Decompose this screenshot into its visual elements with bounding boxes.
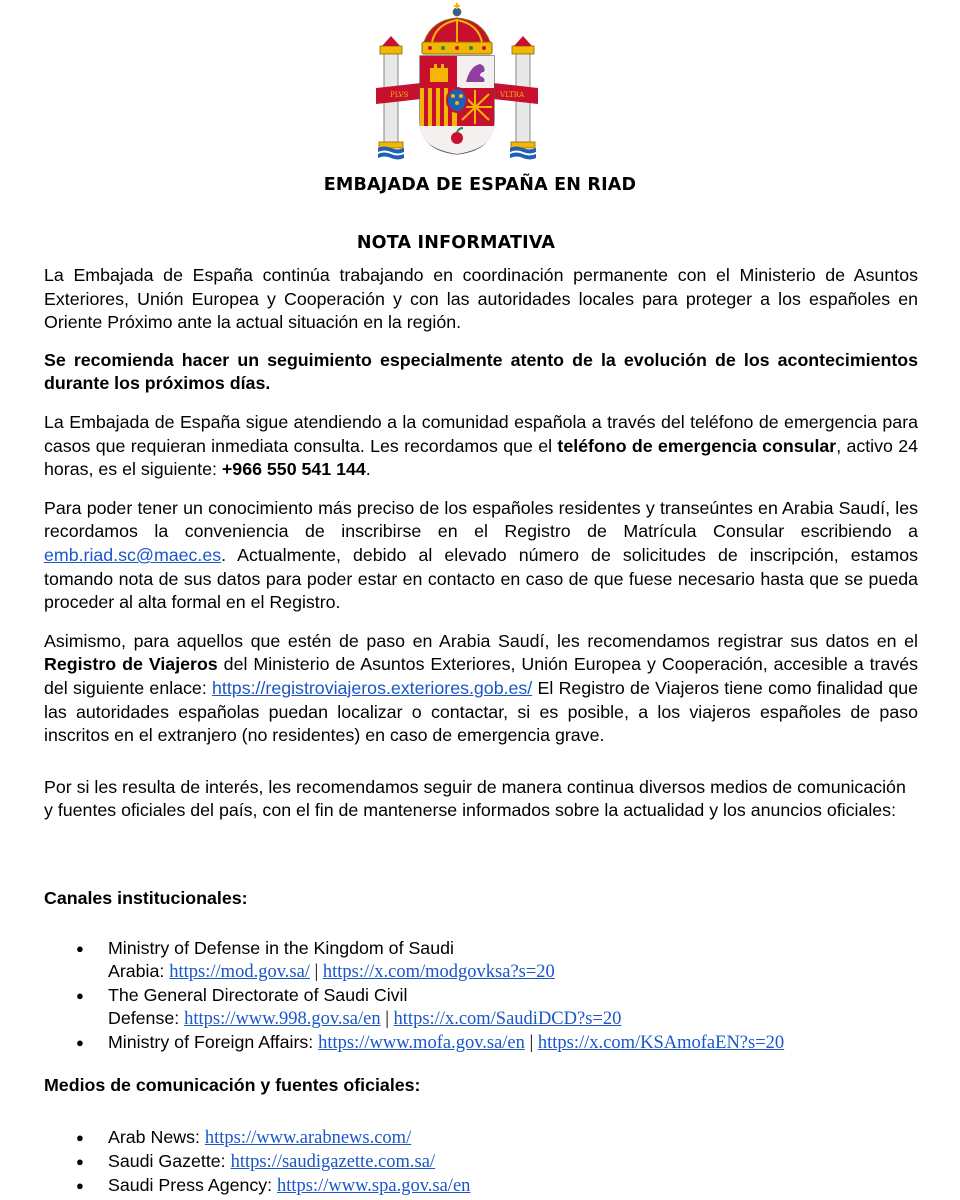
registry-text-2: . Actualmente, debido al elevado número de solicitudes de inscripción, estamos tomando nota de sus datos para poder estar en contacto en caso de que fuese necesario hasta que se pueda proceder al alta formal en el Registro. <box>44 544 918 613</box>
bullet-icon: ● <box>76 988 84 1003</box>
link-separator: | <box>380 1009 394 1029</box>
link-separator: | <box>309 962 323 982</box>
paragraph-consular-registry <box>44 497 918 615</box>
channel-label: Ministry of Foreign Affairs: <box>108 1032 319 1052</box>
paragraph-coordination: La Embajada de España continúa trabajando en coordinación permanente con el Ministerio de Asuntos Exteriores, Unión Europea y Cooperación y con las autoridades locales para proteger a los españoles en Oriente Próximo ante la actual situación en la región. <box>44 265 918 333</box>
bullet-icon: ● <box>76 1178 84 1193</box>
media-label: Saudi Gazette: <box>108 1151 231 1171</box>
emergency-text-2: , activo 24 horas, es el siguiente: <box>44 435 918 480</box>
bullet-icon: ● <box>76 1035 84 1050</box>
note-subtitle: NOTA INFORMATIVA <box>356 233 556 253</box>
note-body <box>44 264 918 823</box>
shield-icon <box>420 56 494 154</box>
paragraph-media-recommendation: Por si les resulta de interés, les recomendamos seguir de manera continua diversos medios de comunicación y fuentes oficiales del país, con el fin de mantenerse informados sobre la actualidad y los anuncios oficiales: <box>44 776 906 821</box>
list-item <box>76 1150 916 1174</box>
recommendation-text: Se recomienda hacer un seguimiento especialmente atento de la evolución de los acontecimientos durante los próximos días. <box>44 349 918 394</box>
media-sources-list <box>76 1126 916 1198</box>
emergency-text-3: . <box>365 459 371 480</box>
arab-news-link[interactable]: https://www.arabnews.com/ <box>204 1128 412 1148</box>
channel-name: Ministry of Defense in the Kingdom of Saudi <box>108 938 454 958</box>
civil-defense-website-link[interactable]: https://www.998.gov.sa/en <box>184 1009 381 1029</box>
crown-icon <box>422 3 492 54</box>
mod-x-link[interactable]: https://x.com/modgovksa?s=20 <box>322 962 555 982</box>
travellers-text-3: El Registro de Viajeros tiene como finalidad que las autoridades españolas puedan localizar o contactar, si es posible, a los viajeros españoles de paso inscritos en el extranjero (no residentes) en caso de emergencia grave. <box>44 677 918 746</box>
spa-link[interactable]: https://www.spa.gov.sa/en <box>277 1176 471 1196</box>
paragraph-travellers-registry <box>44 630 918 748</box>
list-item <box>76 1174 916 1198</box>
bullet-icon: ● <box>76 941 84 956</box>
channel-label: Arabia: <box>108 961 170 981</box>
institutional-channels-list <box>76 937 916 1055</box>
media-label: Saudi Press Agency: <box>108 1175 278 1195</box>
paragraph-recommendation <box>44 349 918 396</box>
bullet-icon: ● <box>76 1154 84 1169</box>
channel-label: Defense: <box>108 1008 185 1028</box>
list-item <box>76 1031 916 1055</box>
emergency-phone-label: teléfono de emergencia consular <box>557 435 837 456</box>
list-item <box>76 1126 916 1150</box>
spain-coat-of-arms-icon <box>372 2 542 160</box>
travellers-text-2: del Ministerio de Asuntos Exteriores, Unión Europea y Cooperación, accesible a través del siguiente enlace: <box>44 654 919 698</box>
list-item <box>76 984 916 1031</box>
mod-website-link[interactable]: https://mod.gov.sa/ <box>169 962 310 982</box>
consular-email-link[interactable]: emb.riad.sc@maec.es <box>44 544 222 565</box>
link-separator: | <box>524 1033 538 1053</box>
travellers-text-1: Asimismo, para aquellos que estén de paso en Arabia Saudí, les recomendamos registrar sus datos en el <box>44 630 918 651</box>
bullet-icon: ● <box>76 1130 84 1145</box>
travellers-registry-link[interactable]: https://registroviajeros.exteriores.gob.es/ <box>212 677 533 698</box>
institutional-channels-heading: Canales institucionales: <box>44 888 248 908</box>
list-item <box>76 937 916 984</box>
embassy-title: EMBAJADA DE ESPAÑA EN RIAD <box>323 175 637 195</box>
paragraph-emergency-phone <box>44 411 918 482</box>
registry-text-1: Para poder tener un conocimiento más preciso de los españoles residentes y transeúntes en Arabia Saudí, les recordamos la conveniencia de inscribirse en el Registro de Matrícula Consular escribiendo a <box>44 497 918 542</box>
media-label: Arab News: <box>108 1127 205 1147</box>
emergency-text-1: La Embajada de España sigue atendiendo a la comunidad española a través del teléfono de emergencia para casos que requieran inmediata consulta. Les recordamos que el <box>44 411 918 456</box>
mofa-x-link[interactable]: https://x.com/KSAmofaEN?s=20 <box>537 1033 785 1053</box>
saudi-gazette-link[interactable]: https://saudigazette.com.sa/ <box>230 1152 436 1172</box>
crest-banner-right-text: VLTRA <box>500 91 525 99</box>
civil-defense-x-link[interactable]: https://x.com/SaudiDCD?s=20 <box>393 1009 622 1029</box>
travellers-registry-label: Registro de Viajeros <box>44 654 218 675</box>
media-sources-heading: Medios de comunicación y fuentes oficiales: <box>44 1075 421 1095</box>
crest-banner-left-text: PLVS <box>390 91 409 99</box>
channel-name: The General Directorate of Saudi Civil <box>108 985 408 1005</box>
mofa-website-link[interactable]: https://www.mofa.gov.sa/en <box>318 1033 525 1053</box>
emergency-phone-number: +966 550 541 144 <box>221 459 366 480</box>
